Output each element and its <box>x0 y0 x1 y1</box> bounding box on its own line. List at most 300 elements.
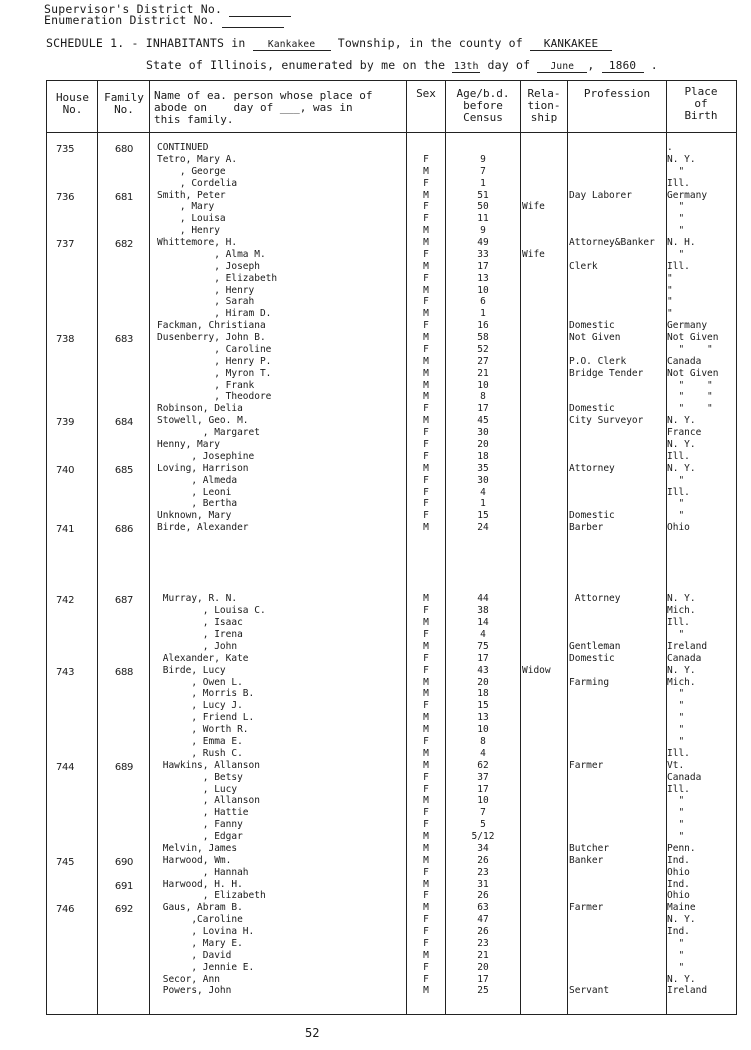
person-name: , George <box>157 165 226 177</box>
house-number: 744 <box>56 761 75 773</box>
person-name: , Owen L. <box>157 676 243 688</box>
sex-value: M <box>423 189 429 201</box>
sex-value: M <box>423 237 429 249</box>
house-number: 743 <box>56 666 75 678</box>
birthplace-value: Vt. <box>667 759 685 771</box>
birthplace-value: " <box>667 712 685 724</box>
sex-value: M <box>423 842 429 854</box>
person-name: , Mary E. <box>157 937 243 949</box>
person-name: , Worth R. <box>157 724 249 736</box>
person-name: , Hiram D. <box>157 308 272 320</box>
age-value: 50 <box>477 201 489 213</box>
sex-value: M <box>423 712 429 724</box>
birthplace-value: " <box>667 284 673 296</box>
person-name: , Elizabeth <box>157 272 278 284</box>
person-name: , Sarah <box>157 296 255 308</box>
house-number: 740 <box>56 464 75 476</box>
age-value: 43 <box>477 664 489 676</box>
person-name: , Friend L. <box>157 712 255 724</box>
age-value: 23 <box>477 866 489 878</box>
age-value: 51 <box>477 189 489 201</box>
house-number: 742 <box>56 595 75 607</box>
sex-value: F <box>423 783 429 795</box>
sex-value: M <box>423 355 429 367</box>
column-divider-age <box>520 80 521 1015</box>
birthplace-value: Ill. <box>667 617 690 629</box>
state-text: State of Illinois, enumerated by me on the <box>146 58 446 72</box>
birthplace-value: Germany <box>667 320 708 332</box>
family-number: 684 <box>114 417 134 429</box>
birthplace-value: N. Y. <box>667 439 696 450</box>
birthplace-value: " <box>667 213 685 225</box>
supervisor-district-label: Supervisor's District No. <box>44 2 223 16</box>
person-name: , Margaret <box>157 427 260 439</box>
person-name: Fackman, Christiana <box>157 320 266 332</box>
sex-value: M <box>423 593 429 605</box>
house-number: 735 <box>56 144 75 155</box>
birthplace-value: Ind. <box>667 878 690 890</box>
age-value: 25 <box>477 985 489 997</box>
profession-value: Attorney <box>569 462 615 474</box>
birthplace-value: " <box>667 819 685 831</box>
age-value: 15 <box>477 700 489 712</box>
age-value: 35 <box>477 462 489 474</box>
birthplace-value: Mich. <box>667 605 696 617</box>
sex-value: F <box>423 605 429 617</box>
person-name: , Joseph <box>157 260 260 272</box>
age-value: 75 <box>477 640 489 652</box>
age-value: 6 <box>480 296 486 308</box>
house-number: 738 <box>56 334 75 346</box>
sex-value: M <box>423 367 429 379</box>
birthplace-value: Penn. <box>667 842 696 854</box>
birthplace-value: N. Y. <box>667 153 696 165</box>
birthplace-value: " <box>667 736 685 747</box>
age-value: 4 <box>480 747 486 759</box>
day-value: 13th <box>453 61 479 72</box>
birthplace-value: " <box>667 795 685 807</box>
age-value: 34 <box>477 842 489 854</box>
birthplace-value: " <box>667 248 685 260</box>
sex-value: M <box>423 415 429 427</box>
person-name: Gaus, Abram B. <box>157 902 243 914</box>
age-value: 17 <box>477 403 489 415</box>
birthplace-value: " <box>667 474 685 486</box>
relationship-value: Widow <box>522 664 551 676</box>
house-number: 741 <box>56 524 75 536</box>
page-number: 52 <box>305 1026 320 1040</box>
profession-value: Not Given <box>569 332 621 344</box>
family-number: 692 <box>114 904 134 916</box>
township-value: Kankakee <box>253 39 331 51</box>
sex-value: F <box>423 807 429 819</box>
family-number: 686 <box>114 524 134 536</box>
age-value: 38 <box>477 605 489 617</box>
person-name: Dusenberry, John B. <box>157 332 266 344</box>
person-name: , Frank <box>157 379 255 391</box>
sex-value: F <box>423 320 429 332</box>
age-value: 44 <box>477 593 489 605</box>
person-name: , Cordelia <box>157 177 238 189</box>
age-value: 30 <box>477 427 489 439</box>
sex-value: F <box>423 177 429 189</box>
column-divider-house <box>97 80 98 1015</box>
person-name: , Mary <box>157 201 215 213</box>
enumeration-district-label: Enumeration District No. <box>44 13 215 27</box>
birthplace-value: N. Y. <box>667 973 696 985</box>
birthplace-value: Ill. <box>667 177 690 189</box>
sex-value: F <box>423 272 429 284</box>
sex-value: F <box>423 450 429 462</box>
sex-value: F <box>423 498 429 510</box>
birthplace-value: Germany <box>667 189 708 201</box>
person-name: , Louisa C. <box>157 605 266 617</box>
age-value: 13 <box>477 272 489 284</box>
person-name: CONTINUED <box>157 142 209 153</box>
birthplace-value: " <box>667 165 685 177</box>
age-value: 4 <box>480 629 486 641</box>
person-name: Whittemore, H. <box>157 237 238 249</box>
birthplace-value: Ireland <box>667 640 708 652</box>
profession-value: City Surveyor <box>569 415 644 427</box>
birthplace-value: " <box>667 225 685 237</box>
profession-value: Servant <box>569 985 610 997</box>
sex-value: M <box>423 165 429 177</box>
birthplace-value: " <box>667 961 685 973</box>
person-name: , Henry <box>157 225 220 237</box>
age-value: 16 <box>477 320 489 332</box>
birthplace-value: N. Y. <box>667 415 696 427</box>
birthplace-value: Ohio <box>667 890 690 902</box>
birthplace-value: Ohio <box>667 522 690 534</box>
person-name: Powers, John <box>157 985 232 997</box>
col-header-name: Name of ea. person whose place of abode on day of ___, was in this family. <box>154 89 373 126</box>
sex-value: F <box>423 961 429 973</box>
birthplace-value: " <box>667 937 685 949</box>
person-name: Melvin, James <box>157 842 238 854</box>
person-name: , Betsy <box>157 771 243 783</box>
age-value: 17 <box>477 260 489 272</box>
sex-value: M <box>423 831 429 843</box>
birthplace-value: N. Y. <box>667 914 696 926</box>
birthplace-value: Ill. <box>667 486 690 498</box>
family-number: 688 <box>114 666 134 678</box>
age-value: 4 <box>480 486 486 498</box>
birthplace-value: " <box>667 201 685 213</box>
sex-value: M <box>423 640 429 652</box>
sex-value: M <box>423 225 429 237</box>
age-value: 26 <box>477 926 489 938</box>
profession-value: Domestic <box>569 320 615 332</box>
col-header-house: House No. <box>55 91 90 116</box>
age-value: 7 <box>480 165 486 177</box>
sex-value: F <box>423 486 429 498</box>
age-value: 15 <box>477 510 489 522</box>
age-value: 62 <box>477 759 489 771</box>
day-text: day of <box>487 58 531 72</box>
birthplace-value: " <box>667 700 685 712</box>
birthplace-value: " " <box>667 379 713 391</box>
person-name: , Irena <box>157 629 243 641</box>
person-name: Loving, Harrison <box>157 462 249 474</box>
age-value: 63 <box>477 902 489 914</box>
person-name: , Hannah <box>157 866 249 878</box>
person-name: , Edgar <box>157 831 243 843</box>
family-number: 691 <box>114 880 134 892</box>
age-value: 10 <box>477 284 489 296</box>
person-name: Murray, R. N. <box>157 593 238 605</box>
birthplace-value: " <box>667 688 685 700</box>
schedule-text: SCHEDULE 1. - INHABITANTS in <box>46 36 246 50</box>
birthplace-value: Canada <box>667 652 702 664</box>
sex-value: F <box>423 664 429 676</box>
sex-value: F <box>423 343 429 355</box>
birthplace-value: Ill. <box>667 260 690 272</box>
sex-value: M <box>423 379 429 391</box>
birthplace-value: " " <box>667 343 713 355</box>
sex-value: M <box>423 724 429 736</box>
age-value: 17 <box>477 783 489 795</box>
profession-value: Domestic <box>569 652 615 664</box>
sex-value: M <box>423 902 429 914</box>
sex-value: F <box>423 427 429 439</box>
age-value: 21 <box>477 949 489 961</box>
sex-value: M <box>423 985 429 997</box>
col-header-birthplace: Place of Birth <box>684 85 718 122</box>
col-header-family: Family No. <box>104 91 144 116</box>
sex-value: F <box>423 296 429 308</box>
age-value: 30 <box>477 474 489 486</box>
age-value: 5/12 <box>471 831 495 843</box>
person-name: , Theodore <box>157 391 272 403</box>
profession-value: Butcher <box>569 842 610 854</box>
birthplace-value: Ill. <box>667 450 690 462</box>
sex-value: M <box>423 676 429 688</box>
sex-value: M <box>423 391 429 403</box>
family-number: 681 <box>114 191 134 203</box>
birthplace-value: Mich. <box>667 676 696 688</box>
person-name: , Alma M. <box>157 248 266 260</box>
person-name: , Myron T. <box>157 367 272 379</box>
sex-value: F <box>423 652 429 664</box>
sex-value: F <box>423 866 429 878</box>
birthplace-value: " <box>667 308 673 320</box>
profession-value: Farmer <box>569 759 604 771</box>
profession-value: Banker <box>569 854 604 866</box>
person-name: Birde, Alexander <box>157 522 249 534</box>
person-name: , Lucy <box>157 783 238 795</box>
profession-value: P.O. Clerk <box>569 355 627 367</box>
age-value: 7 <box>480 807 486 819</box>
sex-value: F <box>423 248 429 260</box>
birthplace-value: " <box>667 510 685 522</box>
sex-value: M <box>423 617 429 629</box>
col-header-age: Age/b.d. before Census <box>456 87 510 124</box>
profession-value: Clerk <box>569 260 598 272</box>
person-name: , Bertha <box>157 498 238 510</box>
age-value: 18 <box>477 688 489 700</box>
schedule-line <box>46 36 612 51</box>
sex-value: M <box>423 462 429 474</box>
col-header-relationship: Rela- tion- ship <box>527 87 561 124</box>
age-value: 14 <box>477 617 489 629</box>
age-value: 21 <box>477 367 489 379</box>
profession-value: Attorney&Banker <box>569 237 655 249</box>
person-name: , Isaac <box>157 617 243 629</box>
birthplace-value: " <box>667 296 673 308</box>
sex-value: M <box>423 688 429 700</box>
age-value: 17 <box>477 973 489 985</box>
age-value: 45 <box>477 415 489 427</box>
age-value: 52 <box>477 343 489 355</box>
age-value: 10 <box>477 379 489 391</box>
family-number: 690 <box>114 856 134 868</box>
sex-value: M <box>423 308 429 320</box>
profession-value: Farmer <box>569 902 604 914</box>
person-name: Unknown, Mary <box>157 510 232 522</box>
age-value: 10 <box>477 795 489 807</box>
birthplace-value: Ireland <box>667 985 708 997</box>
age-value: 1 <box>480 308 486 320</box>
birthplace-value: Not Given <box>667 367 719 379</box>
sex-value: M <box>423 878 429 890</box>
person-name: Secor, Ann <box>157 973 220 985</box>
age-value: 17 <box>477 652 489 664</box>
profession-value: Bridge Tender <box>569 367 644 379</box>
age-value: 20 <box>477 676 489 688</box>
person-name: Hawkins, Allanson <box>157 759 260 771</box>
person-name: , Caroline <box>157 343 272 355</box>
column-divider-relation <box>567 80 568 1015</box>
sex-value: F <box>423 439 429 450</box>
col-header-profession: Profession <box>583 87 651 100</box>
age-value: 58 <box>477 332 489 344</box>
age-value: 31 <box>477 878 489 890</box>
birthplace-value: " <box>667 272 673 284</box>
person-name: , Henry <box>157 284 255 296</box>
sex-value: F <box>423 403 429 415</box>
column-divider-family <box>149 80 150 1015</box>
year-value: 1860 <box>602 59 644 73</box>
person-name: , Almeda <box>157 474 238 486</box>
person-name: Harwood, H. H. <box>157 878 243 890</box>
age-value: 20 <box>477 439 489 450</box>
sex-value: F <box>423 890 429 902</box>
birthplace-value: Ill. <box>667 783 690 795</box>
birthplace-value: Ind. <box>667 926 690 938</box>
family-number: 683 <box>114 334 134 346</box>
col-header-sex: Sex <box>416 87 436 100</box>
person-name: Birde, Lucy <box>157 664 226 676</box>
sex-value: M <box>423 854 429 866</box>
sex-value: M <box>423 522 429 534</box>
age-value: 37 <box>477 771 489 783</box>
birthplace-value: Canada <box>667 355 702 367</box>
sex-value: F <box>423 213 429 225</box>
person-name: Smith, Peter <box>157 189 226 201</box>
profession-value: Domestic <box>569 403 615 415</box>
birthplace-value: " <box>667 724 685 736</box>
profession-value: Barber <box>569 522 604 534</box>
person-name: , Jennie E. <box>157 961 255 973</box>
sex-value: F <box>423 700 429 712</box>
age-value: 10 <box>477 724 489 736</box>
sex-value: F <box>423 736 429 747</box>
person-name: , Emma E. <box>157 736 243 747</box>
age-value: 47 <box>477 914 489 926</box>
sex-value: F <box>423 510 429 522</box>
sex-value: F <box>423 926 429 938</box>
enumeration-district-blank <box>222 13 284 28</box>
age-value: 23 <box>477 937 489 949</box>
house-number: 745 <box>56 856 75 868</box>
birthplace-value: " <box>667 807 685 819</box>
birthplace-value: " <box>667 949 685 961</box>
person-name: Henny, Mary <box>157 439 220 450</box>
person-name: Alexander, Kate <box>157 652 249 664</box>
birthplace-value: " <box>667 831 685 843</box>
sex-value: F <box>423 819 429 831</box>
profession-value: Day Laborer <box>569 189 632 201</box>
sex-value: F <box>423 771 429 783</box>
person-name: , John <box>157 640 238 652</box>
person-name: Harwood, Wm. <box>157 854 232 866</box>
profession-value: Domestic <box>569 510 615 522</box>
sex-value: M <box>423 747 429 759</box>
age-value: 26 <box>477 890 489 902</box>
person-name: , Morris B. <box>157 688 255 700</box>
house-number: 737 <box>56 239 75 251</box>
birthplace-value: " " <box>667 403 713 415</box>
profession-value: Attorney <box>569 593 621 605</box>
age-value: 1 <box>480 498 486 510</box>
birthplace-value: N. Y. <box>667 664 696 676</box>
birthplace-value: " <box>667 629 685 641</box>
state-line: State of Illinois, enumerated by me on the 13th day of June , 1860 . <box>146 58 658 72</box>
birthplace-value: Maine <box>667 902 696 914</box>
age-value: 13 <box>477 712 489 724</box>
age-value: 5 <box>480 819 486 831</box>
profession-value: Farming <box>569 676 610 688</box>
enumeration-district-line <box>44 13 284 28</box>
person-name: , David <box>157 949 232 961</box>
family-number: 680 <box>114 144 134 155</box>
age-value: 49 <box>477 237 489 249</box>
birthplace-value: Not Given <box>667 332 719 344</box>
age-value: 11 <box>477 213 489 225</box>
age-value: 8 <box>480 391 486 403</box>
sex-value: F <box>423 474 429 486</box>
sex-value: M <box>423 260 429 272</box>
age-value: 8 <box>480 736 486 747</box>
person-name: , Hattie <box>157 807 249 819</box>
age-value: 9 <box>480 153 486 165</box>
person-name: , Louisa <box>157 213 226 225</box>
relationship-value: Wife <box>522 201 545 213</box>
birthplace-value: " " <box>667 391 713 403</box>
family-number: 687 <box>114 595 134 607</box>
age-value: 27 <box>477 355 489 367</box>
sex-value: F <box>423 937 429 949</box>
family-number: 685 <box>114 464 134 476</box>
person-name: , Allanson <box>157 795 260 807</box>
county-value: KANKAKEE <box>530 37 612 51</box>
sex-value: M <box>423 284 429 296</box>
sex-value: F <box>423 914 429 926</box>
birthplace-value: " <box>667 498 685 510</box>
birthplace-value: Ohio <box>667 866 690 878</box>
birthplace-value: . <box>667 142 673 153</box>
